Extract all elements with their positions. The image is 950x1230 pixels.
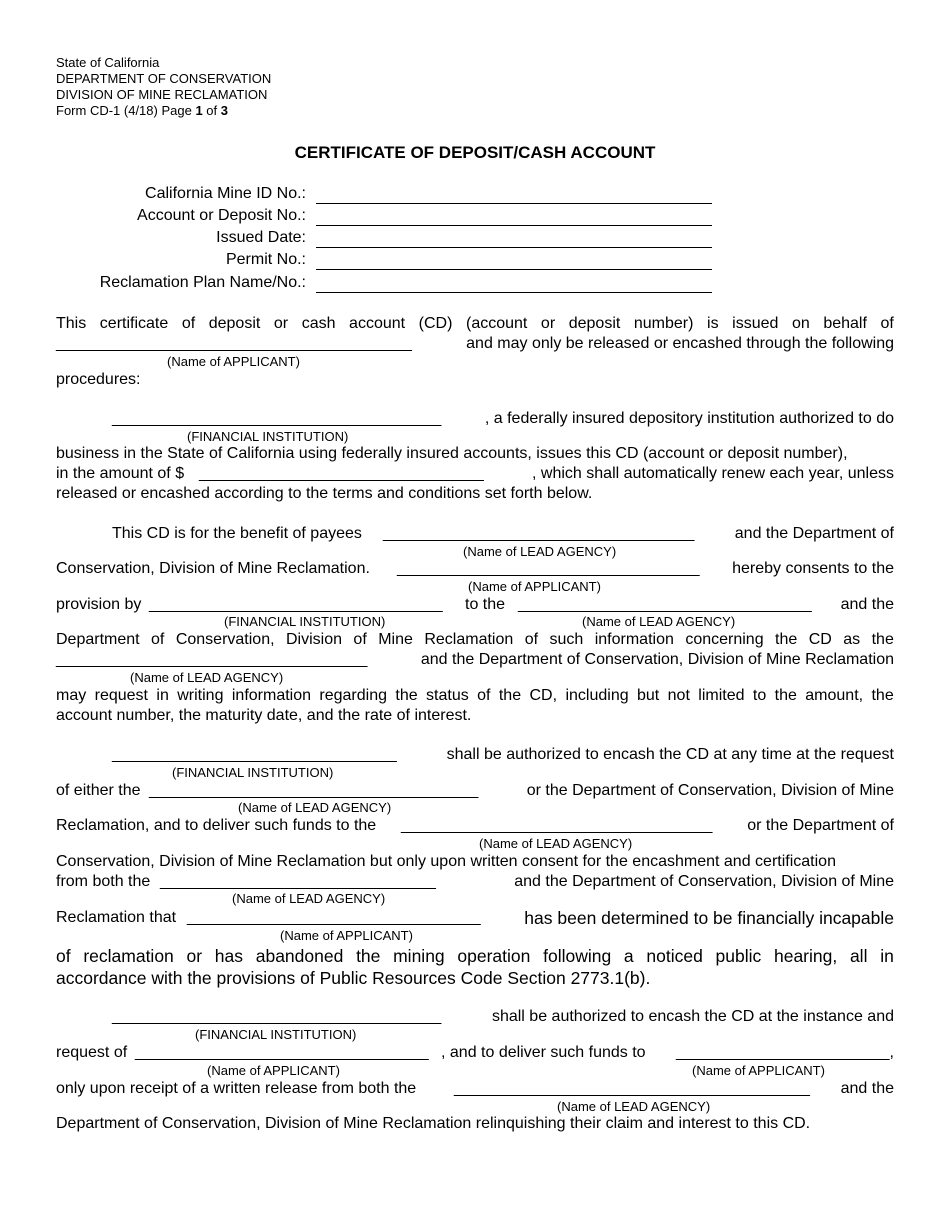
header-department: DEPARTMENT OF CONSERVATION [56, 71, 272, 86]
word: including [565, 687, 629, 704]
p2-line2: business in the State of California using federally insured accounts, issues this CD (account or deposit number), [56, 445, 848, 462]
word: Mine [378, 631, 413, 648]
word: writing [177, 687, 224, 704]
word: limited [698, 687, 745, 704]
word: Reclamation [424, 631, 514, 648]
word: (CD) [418, 315, 453, 332]
p3-line7: account number, the maturity date, and the rate of interest. [56, 707, 472, 724]
word: in [880, 946, 894, 966]
word: noticed [646, 946, 703, 966]
lead-agency-blank-5[interactable]: ___________________________________ [401, 817, 713, 834]
word: of [477, 687, 491, 704]
word: or [273, 315, 289, 332]
p5-line1: shall be authorized to encash the CD at the instance and [491, 1008, 894, 1025]
institution-blank-3[interactable]: ________________________________ [112, 746, 397, 763]
word: as [843, 631, 861, 648]
p1-line3: procedures: [56, 371, 141, 388]
lead-agency-blank-4[interactable]: _____________________________________ [149, 782, 479, 799]
p4-line3-head: Reclamation, and to deliver such funds to the [56, 817, 377, 834]
word: deposit [208, 315, 261, 332]
applicant-blank[interactable]: ________________________________________ [56, 335, 412, 352]
word: to [752, 687, 767, 704]
word: public [715, 946, 762, 966]
word: Conservation, [175, 631, 275, 648]
word: the [356, 946, 381, 966]
p5-line3-tail: and the [840, 1080, 894, 1097]
word: the [775, 631, 798, 648]
p4-line5-head: from both the [56, 873, 151, 890]
caption-lead-agency-6: (Name of LEAD AGENCY) [232, 891, 386, 906]
p2-line3-head: in the amount of $ [56, 465, 185, 482]
p4-line8: accordance with the provisions of Public Resources Code Section 2773.1(b). [56, 968, 651, 988]
p3-line3-mid: to the [465, 596, 506, 613]
p4-line1: shall be authorized to encash the CD at any time at the request [446, 746, 894, 763]
word: but [637, 687, 660, 704]
word: mining [393, 946, 445, 966]
p5-line3-head: only upon receipt of a written release from both the [56, 1080, 417, 1097]
word: reclamation [83, 946, 174, 966]
form-label: Form CD-1 (4/18) Page [56, 103, 196, 118]
applicant-blank-4[interactable]: _________________________________ [135, 1044, 429, 1061]
applicant-blank-5[interactable]: ________________________, [675, 1044, 894, 1061]
caption-applicant-4: (Name of APPLICANT) [207, 1063, 340, 1078]
word: issued [732, 315, 779, 332]
p4-line6-tail: has been determined to be financially incapable [524, 908, 894, 928]
page-of: of [202, 103, 221, 118]
mine-id-input[interactable] [316, 203, 712, 204]
p4-line2-head: of either the [56, 782, 141, 799]
word: request [94, 687, 148, 704]
word: following [543, 946, 612, 966]
word: certificate [99, 315, 169, 332]
caption-applicant-2: (Name of APPLICANT) [468, 579, 601, 594]
page-current: 1 [195, 103, 203, 118]
lead-agency-blank-2[interactable]: _________________________________ [518, 596, 812, 613]
field-label-permit-no: Permit No.: [225, 251, 306, 268]
caption-lead-agency-2: (Name of LEAD AGENCY) [582, 614, 736, 629]
word: CD [808, 631, 832, 648]
caption-applicant: (Name of APPLICANT) [167, 354, 300, 369]
word: deposit [568, 315, 621, 332]
word: concerning [685, 631, 764, 648]
account-no-input[interactable] [316, 225, 712, 226]
word: or [186, 946, 203, 966]
p5-line4: Department of Conservation, Division of Mine Reclamation relinquishing their claim and interest to this CD. [56, 1115, 811, 1132]
p3-line5-tail: and the Department of Conservation, Division of Mine Reclamation [420, 651, 894, 668]
word: information [594, 631, 674, 648]
applicant-blank-2[interactable]: __________________________________ [397, 560, 700, 577]
word: or [540, 315, 556, 332]
word: CD, [529, 687, 558, 704]
word: regarding [319, 687, 388, 704]
p3-line1-head: This CD is for the benefit of payees [112, 525, 362, 542]
word: Department [56, 631, 140, 648]
word: the [871, 631, 894, 648]
word: of [56, 946, 71, 966]
p2-line1: , a federally insured depository institution authorized to do [484, 410, 894, 427]
p4-line3-tail: or the Department of [747, 817, 894, 834]
page-total: 3 [220, 103, 228, 118]
p5-line2-mid: , and to deliver such funds to [441, 1044, 646, 1061]
word: amount, [805, 687, 864, 704]
word: Division [285, 631, 342, 648]
lead-agency-blank-1[interactable]: ___________________________________ [383, 525, 695, 542]
word: is [707, 315, 719, 332]
p2-line4: released or encashed according to the terms and conditions set forth below. [56, 485, 593, 502]
caption-institution-3: (FINANCIAL INSTITUTION) [172, 765, 334, 780]
word: behalf [823, 315, 867, 332]
caption-lead-agency-3: (Name of LEAD AGENCY) [130, 670, 284, 685]
caption-lead-agency-1: (Name of LEAD AGENCY) [463, 544, 617, 559]
lead-agency-blank-3[interactable]: ___________________________________ [56, 651, 368, 668]
p2-line3-tail: , which shall automatically renew each year, unless [532, 465, 894, 482]
word: the [871, 687, 894, 704]
p3-line6 [56, 686, 894, 706]
word: the [498, 687, 522, 704]
p4-line5-tail: and the Department of Conservation, Division of Mine [514, 873, 894, 890]
caption-institution: (FINANCIAL INSTITUTION) [187, 429, 349, 444]
field-label-mine-id: California Mine ID No.: [145, 185, 306, 202]
word: of [880, 315, 894, 332]
p3-line3-head: provision by [56, 596, 142, 613]
word: of [353, 631, 367, 648]
p1-line2: and may only be released or encashed through the following [466, 335, 894, 352]
word: hearing, [773, 946, 838, 966]
form-title: CERTIFICATE OF DEPOSIT/CASH ACCOUNT [294, 143, 656, 162]
word: all [849, 946, 868, 966]
caption-lead-agency-5: (Name of LEAD AGENCY) [479, 836, 633, 851]
caption-institution-2: (FINANCIAL INSTITUTION) [224, 614, 386, 629]
p3-line4 [56, 630, 894, 650]
header-division: DIVISION OF MINE RECLAMATION [56, 87, 268, 102]
p3-line1-tail: and the Department of [734, 525, 894, 542]
caption-lead-agency-4: (Name of LEAD AGENCY) [238, 800, 392, 815]
word: the [395, 687, 418, 704]
institution-blank-2[interactable]: _________________________________ [149, 596, 443, 613]
permit-no-input[interactable] [316, 269, 712, 270]
amount-blank[interactable]: ________________________________ [199, 465, 484, 482]
lead-agency-blank-7[interactable]: ________________________________________ [454, 1080, 810, 1097]
caption-applicant-5: (Name of APPLICANT) [692, 1063, 825, 1078]
field-label-reclamation-plan: Reclamation Plan Name/No.: [99, 274, 306, 291]
lead-agency-blank-6[interactable]: _______________________________ [160, 873, 436, 890]
p3-line3-tail: and the [840, 596, 894, 613]
institution-blank[interactable]: _____________________________________ [112, 410, 442, 427]
word: not [667, 687, 690, 704]
word: of [181, 315, 196, 332]
word: information [231, 687, 312, 704]
institution-blank-4[interactable]: _____________________________________ [112, 1008, 442, 1025]
word: This [56, 315, 87, 332]
word: number) [633, 315, 694, 332]
word: may [56, 687, 87, 704]
word: on [791, 315, 810, 332]
p4-line2-tail: or the Department of Conservation, Division of Mine [526, 782, 894, 799]
word: of [151, 631, 165, 648]
word: the [774, 687, 797, 704]
word: such [549, 631, 584, 648]
word: cash [301, 315, 336, 332]
field-label-issued-date: Issued Date: [216, 229, 306, 246]
word: operation [457, 946, 531, 966]
field-label-account-no: Account or Deposit No.: [137, 207, 306, 224]
p4-line7 [56, 945, 894, 967]
p3-line2-tail: hereby consents to the [732, 560, 894, 577]
p1-line1 [56, 314, 894, 334]
p3-line2-head: Conservation, Division of Mine Reclamation. [56, 560, 370, 577]
caption-applicant-3: (Name of APPLICANT) [280, 928, 413, 943]
issued-date-input[interactable] [316, 247, 712, 248]
p5-line2-head: request of [56, 1044, 128, 1061]
word: a [623, 946, 634, 966]
word: in [156, 687, 169, 704]
word: (account [465, 315, 528, 332]
p4-line6-head: Reclamation that [56, 909, 177, 926]
word: status [426, 687, 469, 704]
header-state: State of California [56, 55, 160, 70]
caption-institution-4: (FINANCIAL INSTITUTION) [195, 1027, 357, 1042]
word: account [349, 315, 406, 332]
applicant-blank-3[interactable]: _________________________________ [187, 909, 481, 926]
p4-line4: Conservation, Division of Mine Reclamation but only upon written consent for the encashment and certification [56, 853, 836, 870]
word: abandoned [255, 946, 344, 966]
caption-lead-agency-7: (Name of LEAD AGENCY) [557, 1099, 711, 1114]
word: of [524, 631, 539, 648]
word: has [214, 946, 244, 966]
header-form-id [56, 103, 228, 119]
reclamation-plan-input[interactable] [316, 292, 712, 293]
